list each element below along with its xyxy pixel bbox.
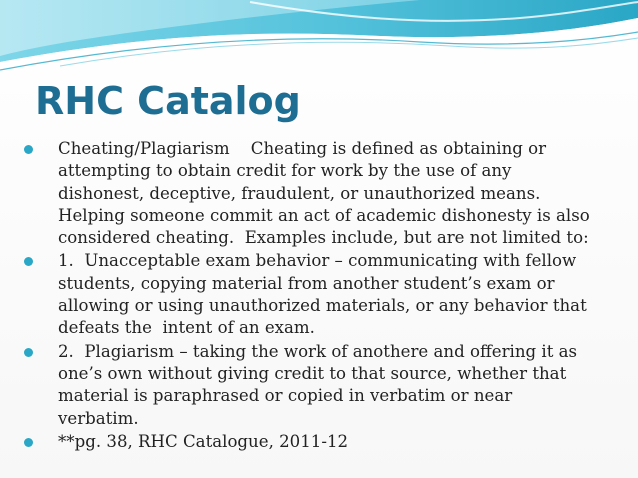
bullet-text: Cheating/Plagiarism Cheating is defined as obtaining or attempting to obtain credit for work by the use of any dishonest, deceptive, fraudulent, or unauthorized means. Helping someone commit an act of academic dishonesty is also considered cheating. Examples include, but are not limited to: bbox=[58, 139, 596, 248]
bullet-item bbox=[20, 431, 598, 453]
bullet-item bbox=[20, 250, 598, 339]
bullet-icon bbox=[24, 257, 33, 266]
bullet-icon bbox=[24, 438, 33, 447]
bullet-icon bbox=[24, 145, 33, 154]
bullet-item bbox=[20, 138, 598, 249]
bullet-list bbox=[20, 138, 598, 454]
bullet-text: 1. Unacceptable exam behavior – communicating with fellow students, copying material from another student’s exam or allowing or using unauthorized materials, or any behavior that defeats the intent of an exam. bbox=[58, 251, 593, 338]
bullet-text: 2. Plagiarism – taking the work of anothere and offering it as one’s own without giving credit to that source, whether that material is paraphrased or copied in verbatim or near verbatim. bbox=[58, 341, 583, 428]
bullet-text: **pg. 38, RHC Catalogue, 2011-12 bbox=[58, 431, 349, 451]
header-wave-decoration bbox=[0, 0, 638, 90]
bullet-item bbox=[20, 341, 598, 430]
slide-title: RHC Catalog bbox=[35, 79, 301, 123]
bullet-icon bbox=[24, 348, 33, 357]
